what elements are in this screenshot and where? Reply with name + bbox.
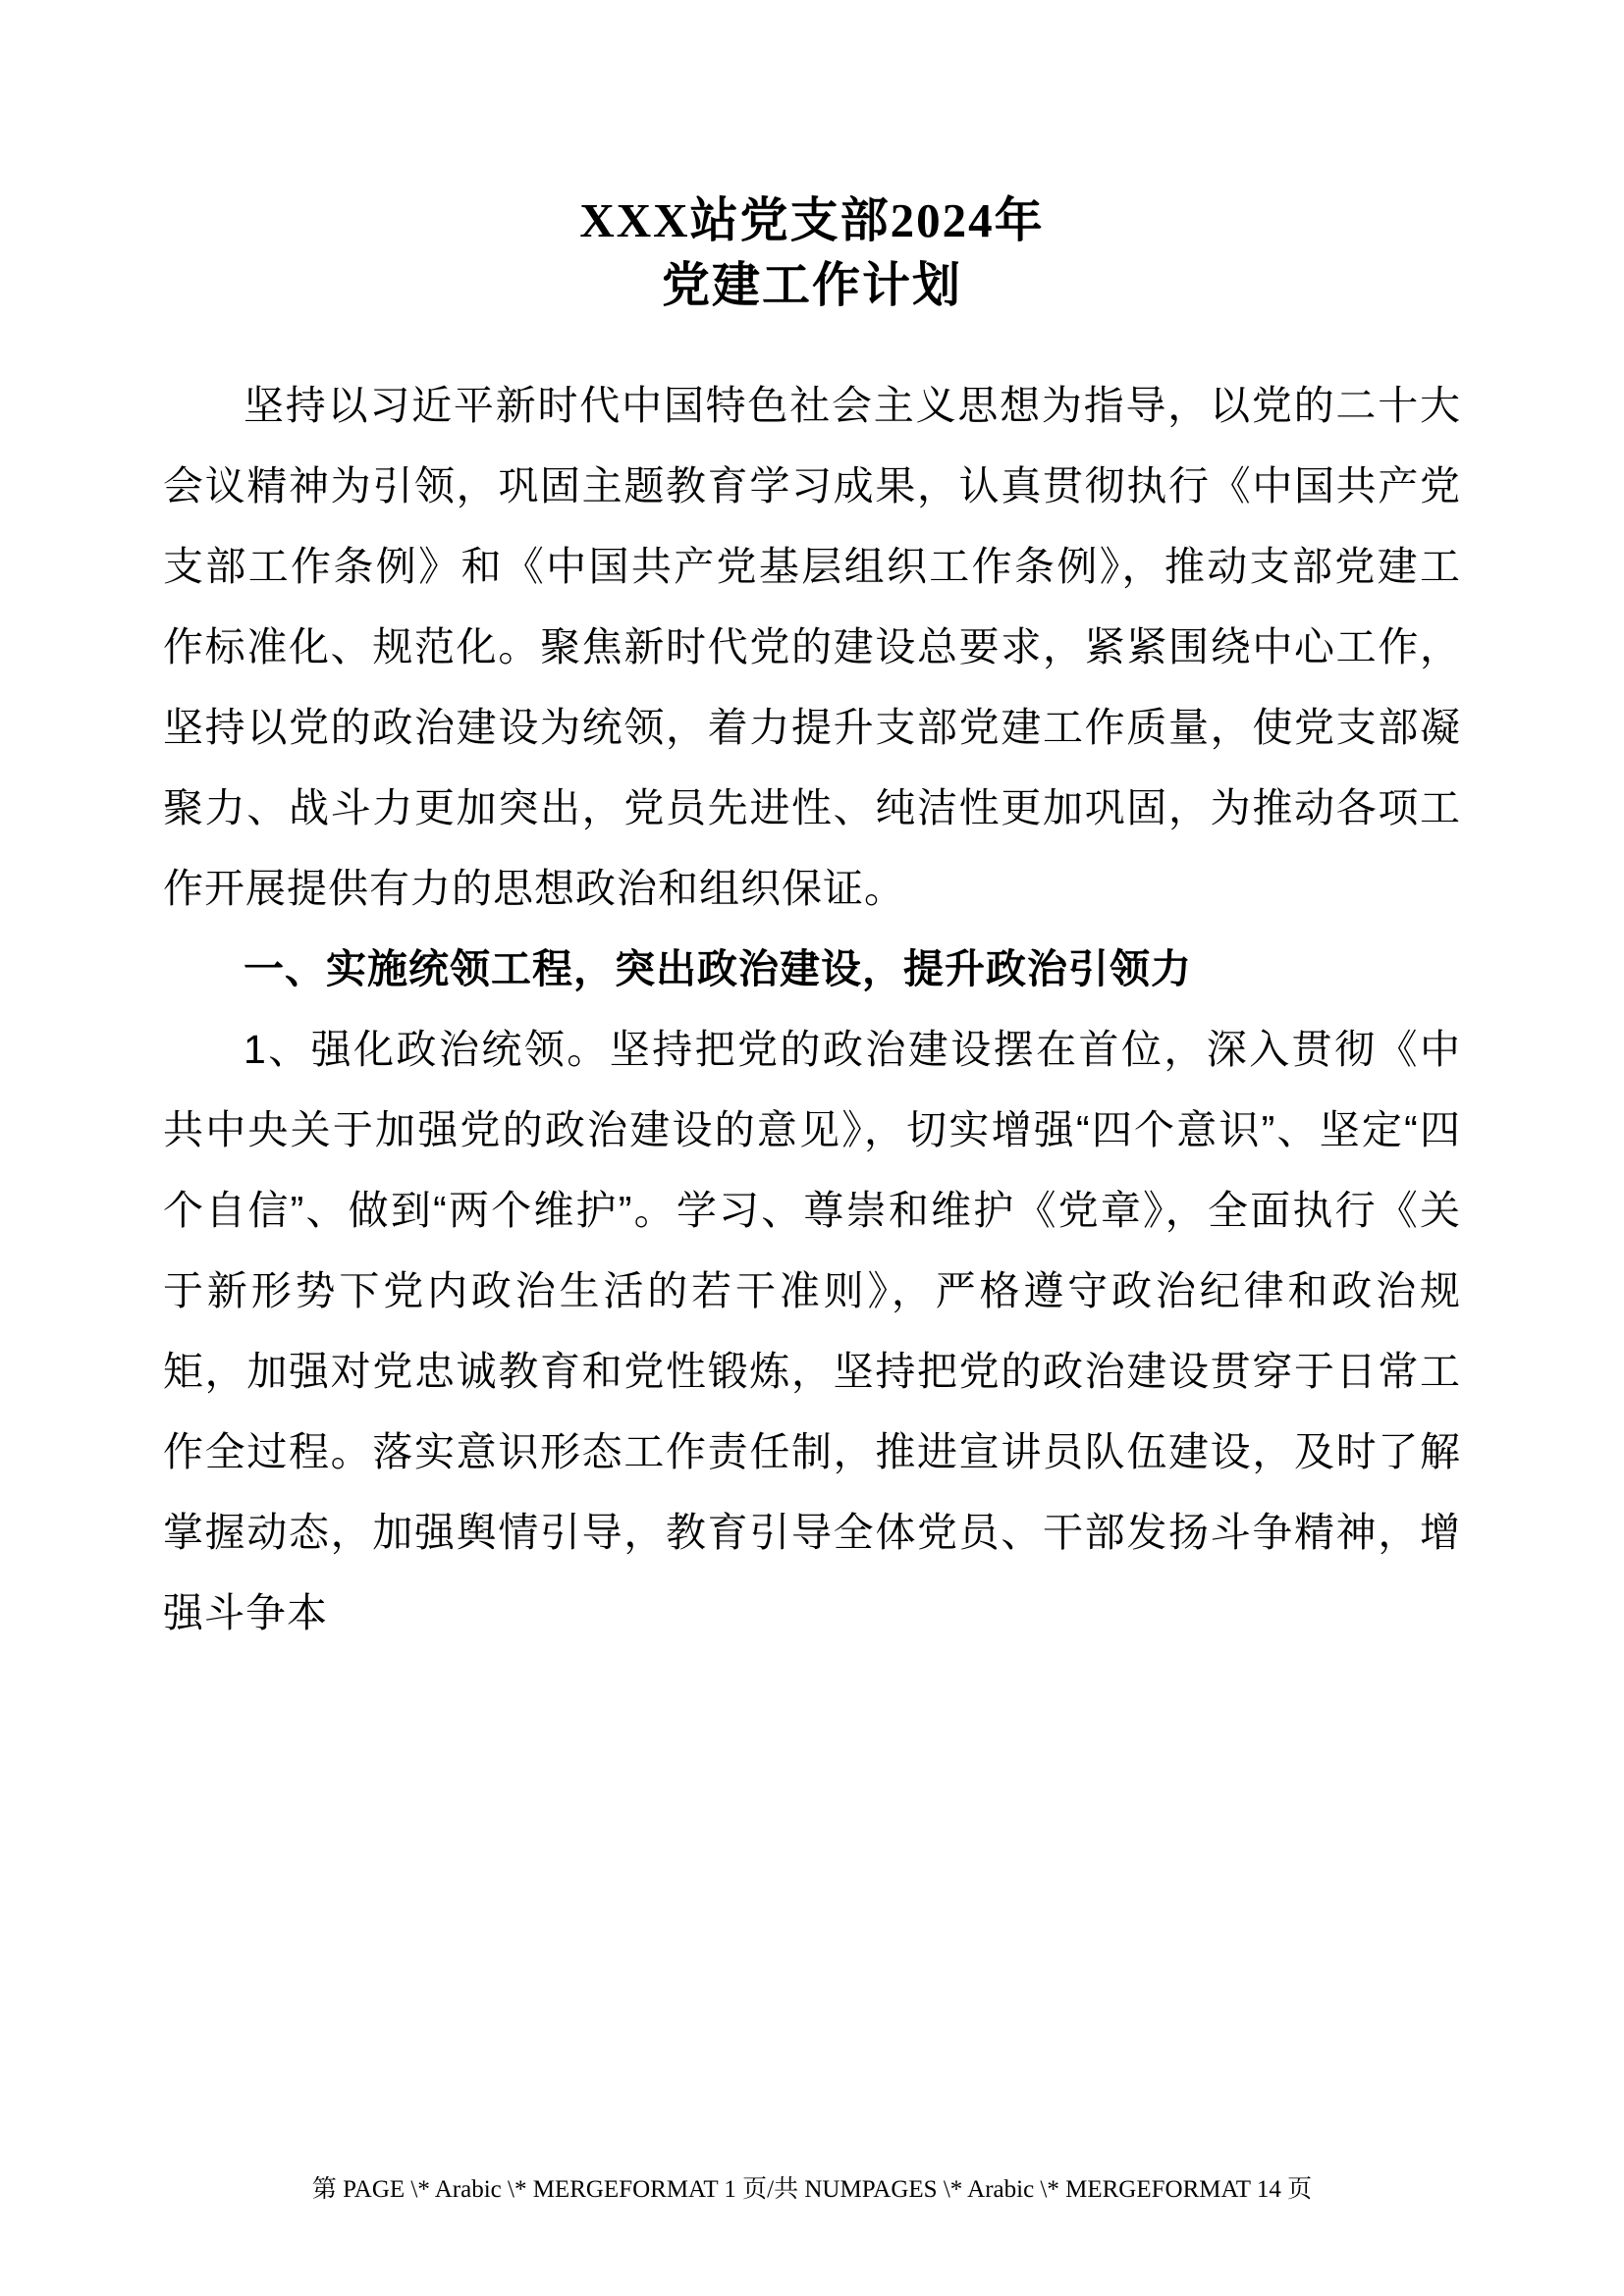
section-heading-1: 一、实施统领工程，突出政治建设，提升政治引领力 xyxy=(244,946,1192,991)
footer-field-text: 第 PAGE \* Arabic \* MERGEFORMAT 1 页/共 NUMPAGES \* Arabic \* MERGEFORMAT 14 页 xyxy=(311,2176,1313,2203)
paragraph-intro: 坚持以习近平新时代中国特色社会主义思想为指导，以党的二十大会议精神为引领，巩固主题教育学习成果，认真贯彻执行《中国共产党支部工作条例》和《中国共产党基层组织工作条例》，推动支部党建工作标准化、规范化。聚焦新时代党的建设总要求，紧紧围绕中心工作，坚持以党的政治建设为统领，着力提升支部党建工作质量，使党支部凝聚力、战斗力更加突出，党员先进性、纯洁性更加巩固，为推动各项工作开展提供有力的思想政治和组织保证。 xyxy=(163,383,1461,911)
page-footer xyxy=(0,2174,1624,2206)
title-line-2: 党建工作计划 xyxy=(661,258,962,312)
document-title xyxy=(163,188,1461,318)
paragraph-section1-item1: 1、强化政治统领。坚持把党的政治建设摆在首位，深入贯彻《中共中央关于加强党的政治建设的意见》，切实增强“四个意识”、坚定“四个自信”、做到“两个维护”。学习、尊崇和维护《党章》，全面执行《关于新形势下党内政治生活的若干准则》，严格遵守政治纪律和政治规矩，加强对党忠诚教育和党性锻炼，坚持把党的政治建设贯穿于日常工作全过程。落实意识形态工作责任制，推进宣讲员队伍建设，及时了解掌握动态，加强舆情引导，教育引导全体党员、干部发扬斗争精神，增强斗争本 xyxy=(163,1027,1461,1635)
title-line-1: XXX站党支部2024年 xyxy=(579,193,1045,247)
